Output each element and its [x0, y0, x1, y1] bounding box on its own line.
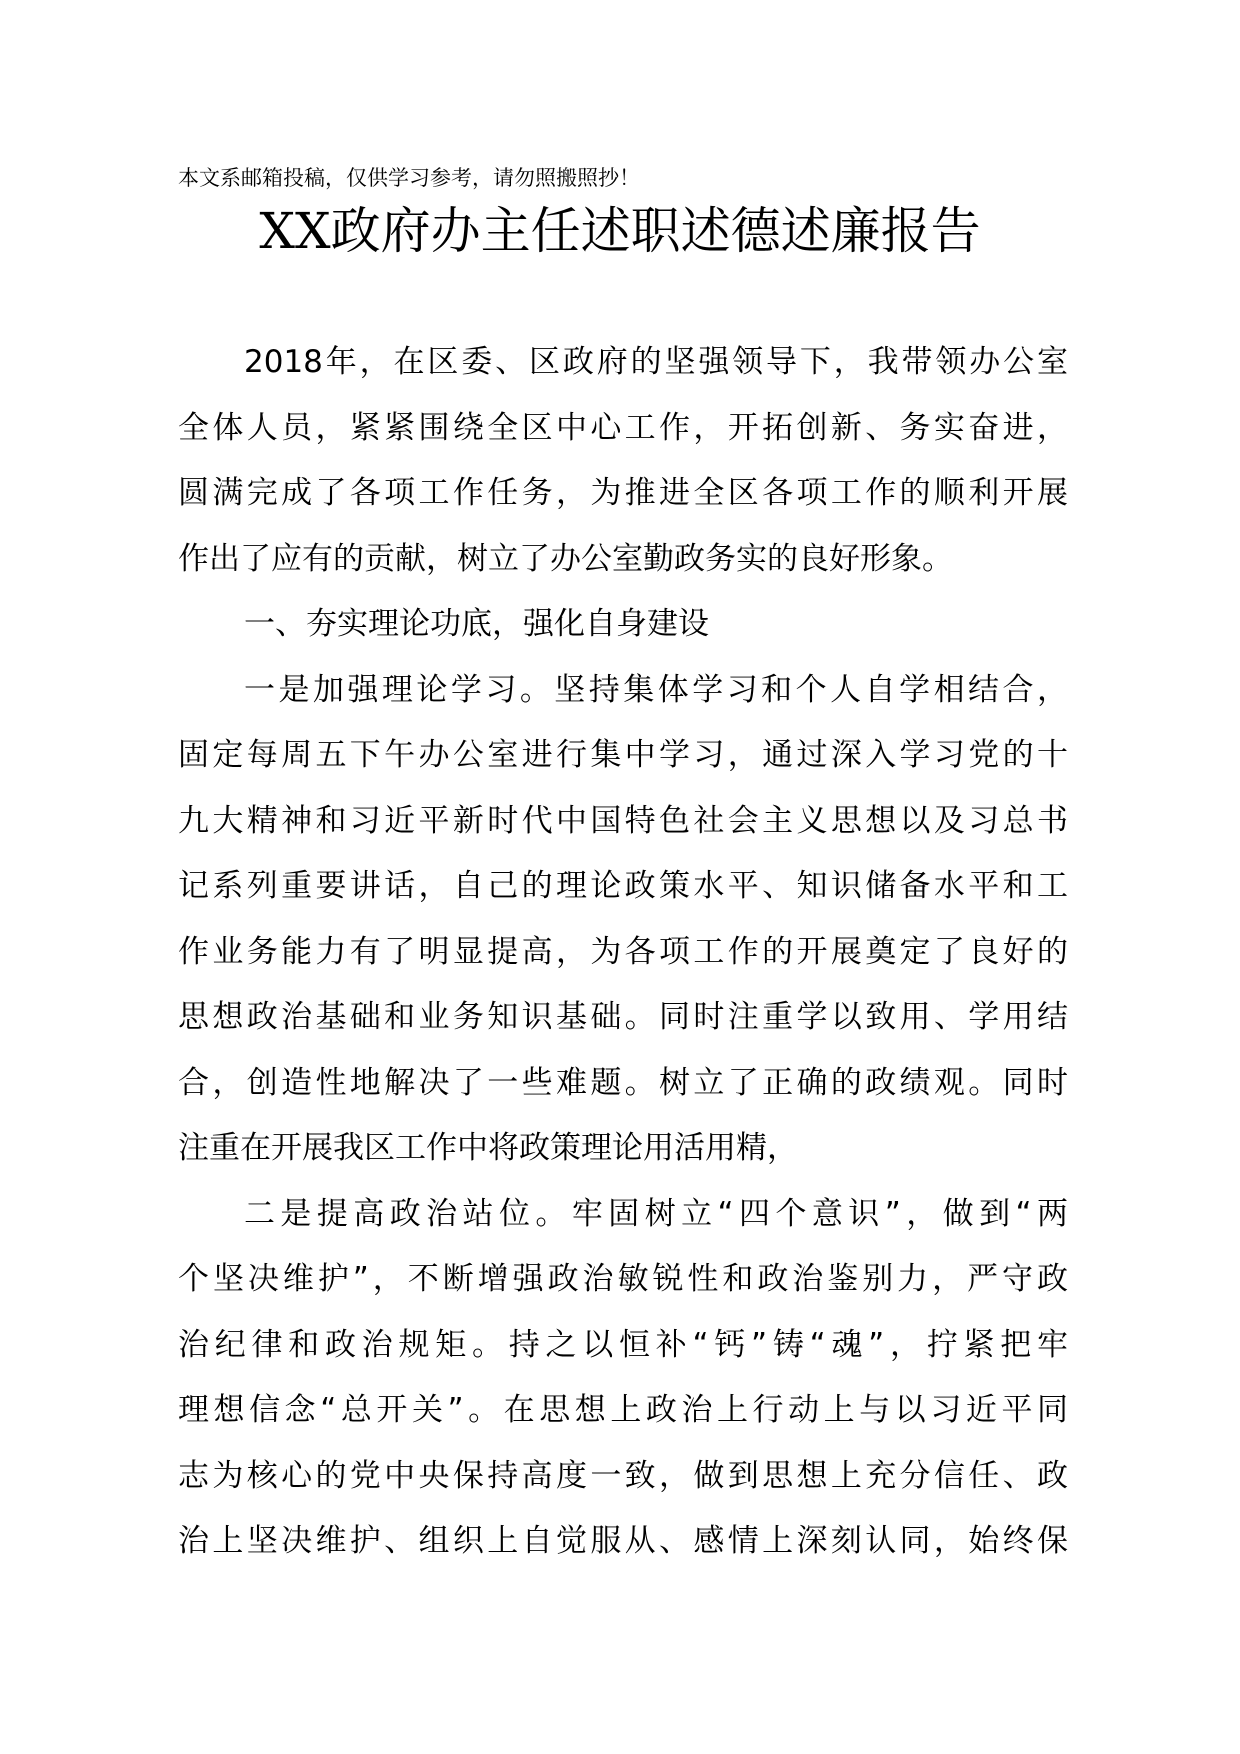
text-line: 合，创造性地解决了一些难题。树立了正确的政绩观。同时: [178, 1064, 1068, 1101]
document-title: XX政府办主任述职述德述廉报告: [259, 202, 981, 260]
text-line: 作出了应有的贡献，树立了办公室勤政务实的良好形象。: [178, 540, 953, 577]
header-note: 本文系邮箱投稿，仅供学习参考，请勿照搬照抄！: [178, 166, 640, 190]
text-line: 理想信念“总开关”。在思想上政治上行动上与以习近平同: [178, 1392, 1068, 1428]
text-line: 志为核心的党中央保持高度一致，做到思想上充分信任、政: [178, 1457, 1068, 1494]
paragraph-political-stance: [178, 1182, 1068, 1575]
paragraph-intro: [178, 330, 1068, 592]
section-heading: [178, 592, 1068, 658]
text-line: 全体人员，紧紧围绕全区中心工作，开拓创新、务实奋进，: [178, 409, 1068, 446]
text-line: 九大精神和习近平新时代中国特色社会主义思想以及习总书: [178, 802, 1068, 839]
text-line: 二是提高政治站位。牢固树立“四个意识”，做到“两: [244, 1195, 1068, 1232]
text-line: 记系列重要讲话，自己的理论政策水平、知识储备水平和工: [178, 868, 1068, 904]
text-line: 一是加强理论学习。坚持集体学习和个人自学相结合，: [244, 671, 1068, 708]
text-line: 思想政治基础和业务知识基础。同时注重学以致用、学用结: [178, 999, 1068, 1035]
text-line: 治纪律和政治规矩。持之以恒补“钙”铸“魂”，拧紧把牢: [178, 1326, 1068, 1363]
text-line: 作业务能力有了明显提高，为各项工作的开展奠定了良好的: [178, 933, 1068, 970]
text-line: 固定每周五下午办公室进行集中学习，通过深入学习党的十: [178, 737, 1068, 773]
text-line: 治上坚决维护、组织上自觉服从、感情上深刻认同，始终保: [178, 1523, 1068, 1559]
text-line: 注重在开展我区工作中将政策理论用活用精，: [178, 1130, 798, 1166]
heading-line: 一、夯实理论功底，强化自身建设: [244, 606, 709, 642]
text-line: 圆满完成了各项工作任务，为推进全区各项工作的顺利开展: [178, 475, 1068, 511]
text-line: 个坚决维护”，不断增强政治敏锐性和政治鉴别力，严守政: [178, 1261, 1068, 1297]
text-line: 2018年，在区委、区政府的坚强领导下，我带领办公室: [244, 344, 1068, 380]
document-body: [178, 330, 1068, 1575]
paragraph-theory-study: [178, 658, 1068, 1182]
